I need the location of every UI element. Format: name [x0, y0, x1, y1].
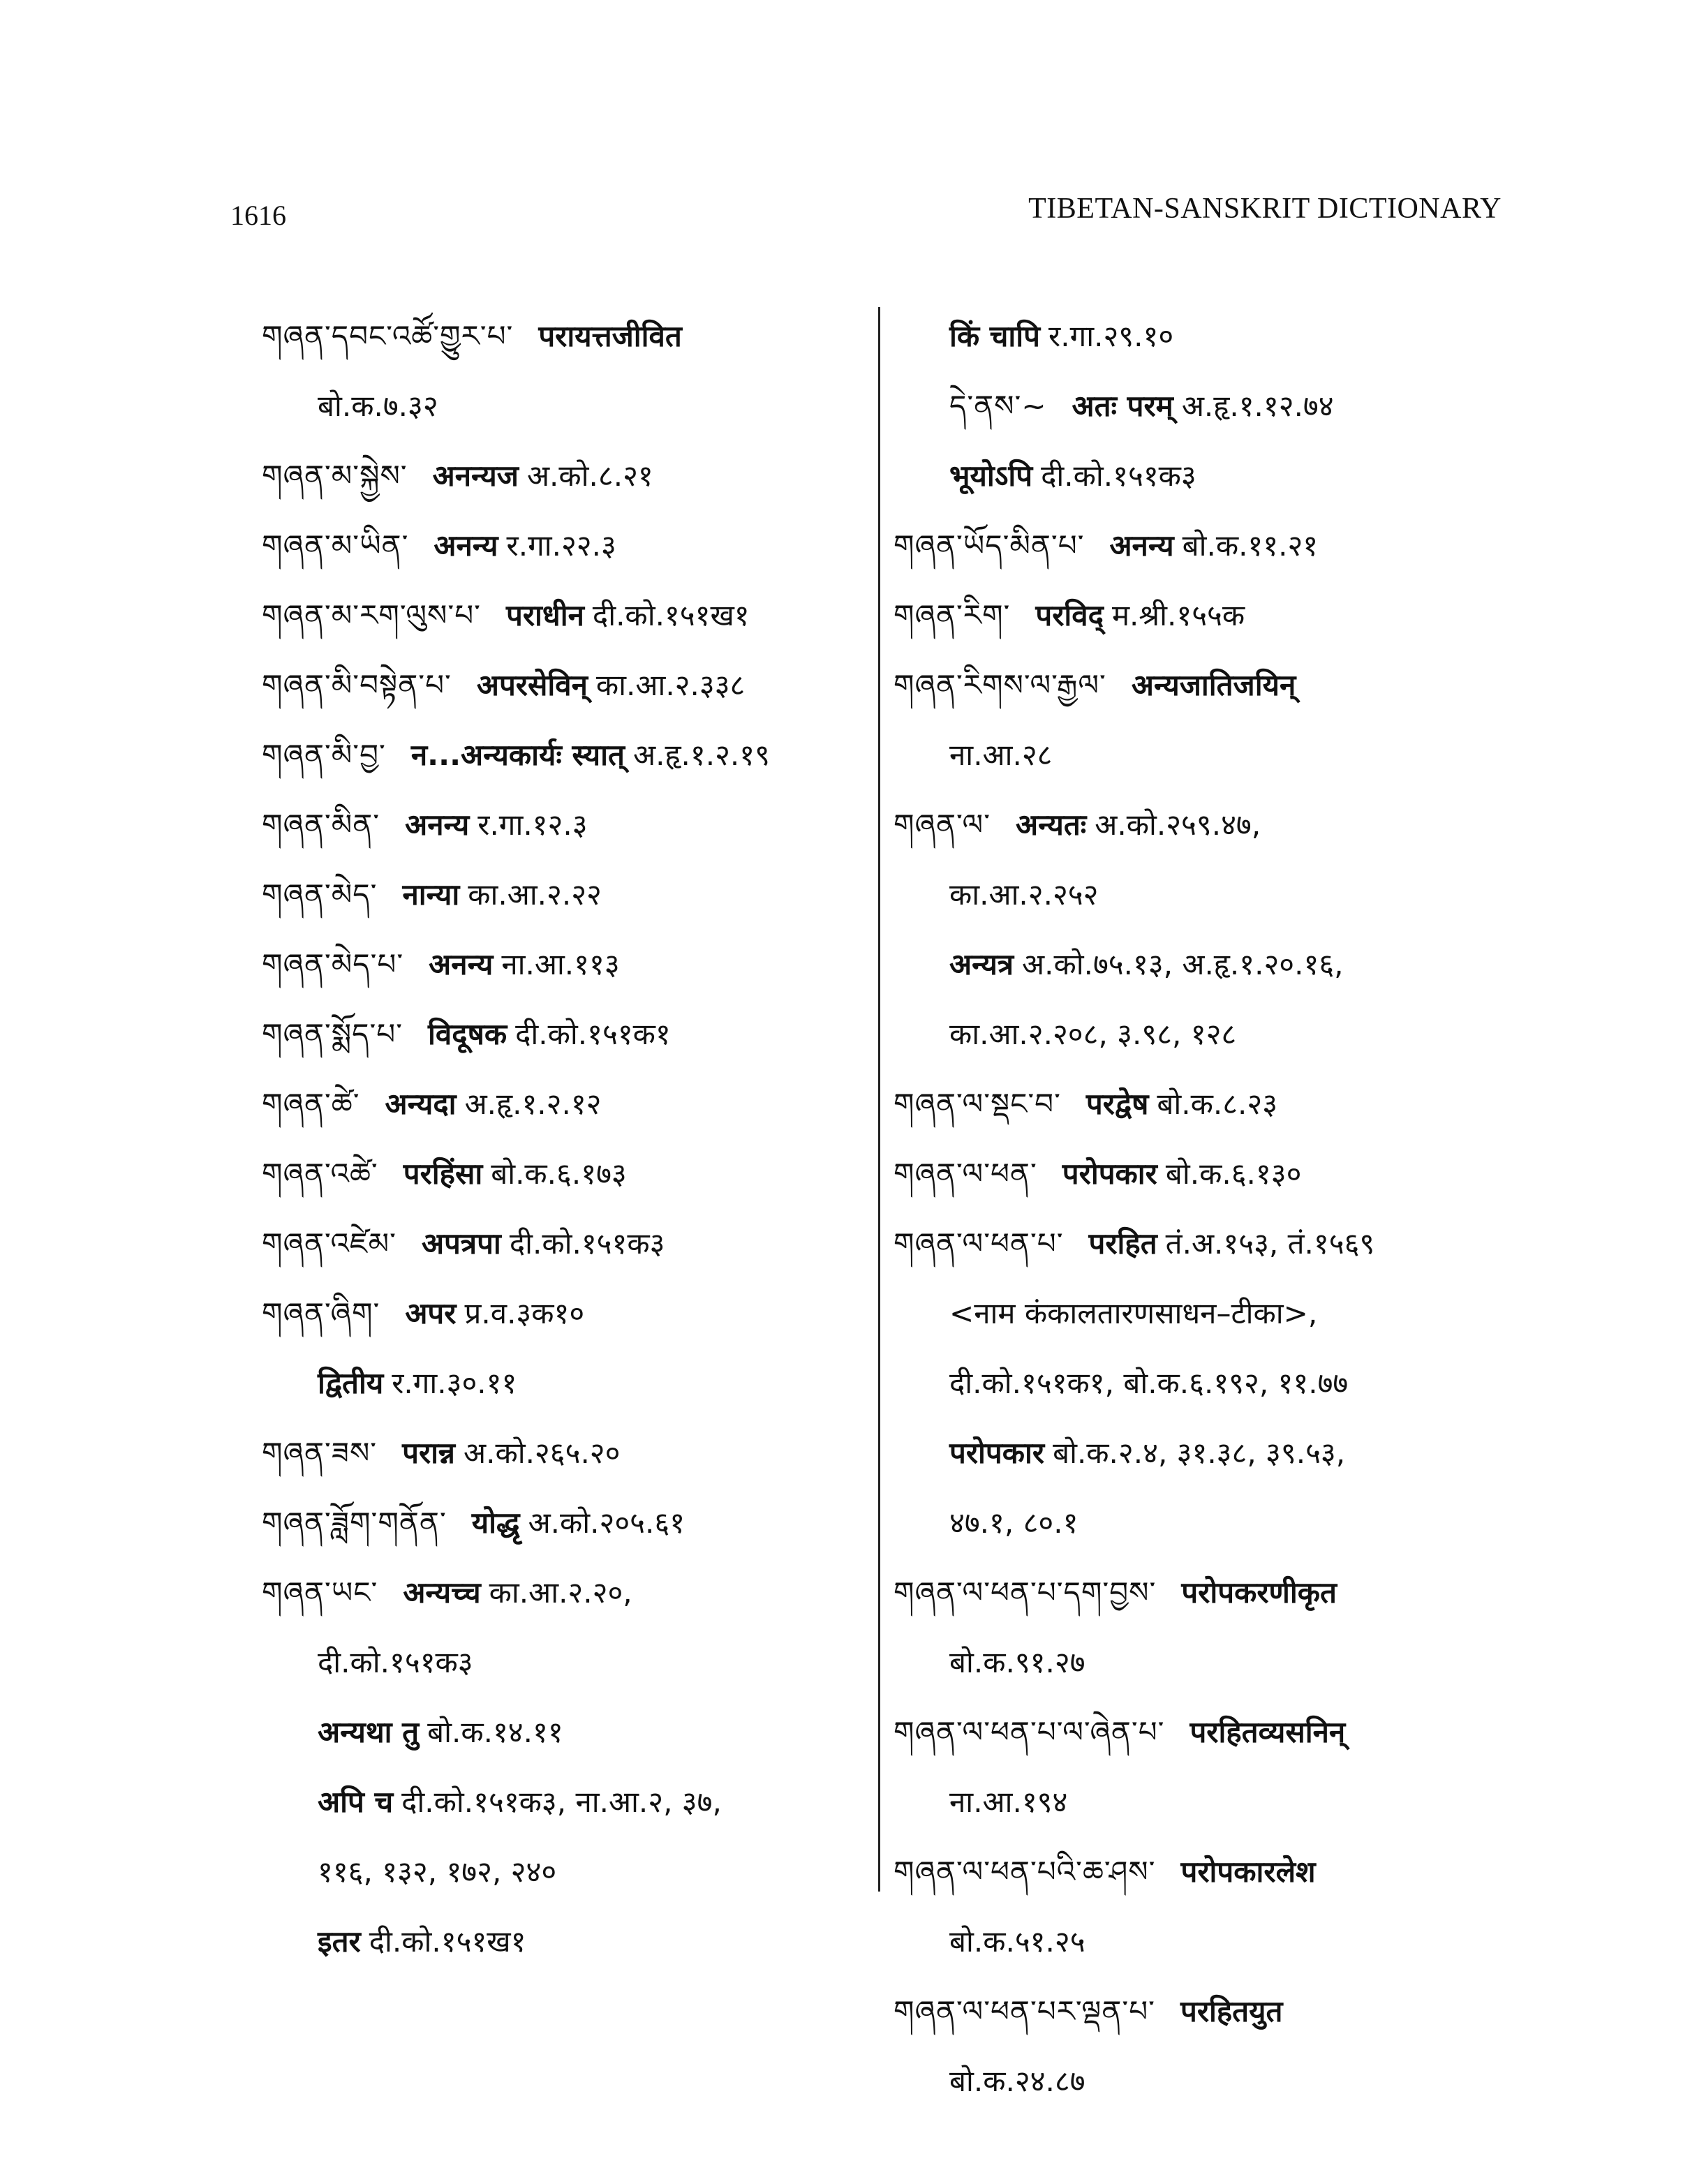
source-reference: तं.अ.१५३, तं.१५६९ [1165, 1226, 1375, 1261]
source-reference: ना.आ.१९४ [949, 1785, 1068, 1819]
tibetan-headword: གཞན་མ་སྐྱེས་ [262, 459, 408, 493]
source-reference: बो.क.१४.११ [427, 1715, 563, 1749]
sanskrit-equivalent: परोपकारलेश [1180, 1855, 1316, 1889]
dictionary-entry [894, 1069, 1522, 1139]
source-reference: ना.आ.२८ [949, 738, 1053, 772]
dictionary-entry [894, 441, 1522, 511]
source-reference: ना.आ.११३ [501, 947, 620, 981]
dictionary-entry [894, 1628, 1522, 1698]
dictionary-entry [262, 1418, 876, 1488]
tibetan-headword: གཞན་འཚེ་ [262, 1157, 378, 1191]
dictionary-entry [262, 790, 876, 860]
dictionary-entry [894, 1488, 1522, 1558]
sanskrit-equivalent: अन्यदा [385, 1087, 457, 1121]
tibetan-headword: གཞན་ཡང་ [262, 1575, 378, 1610]
tibetan-headword: དེ་ནས་~ [949, 389, 1047, 423]
running-header: TIBETAN-SANSKRIT DICTIONARY [1028, 193, 1502, 225]
dictionary-entry [894, 1558, 1522, 1628]
sanskrit-equivalent: अतः परम् [1072, 389, 1173, 423]
source-reference: र.गा.२९.१० [1048, 319, 1174, 353]
dictionary-entry [894, 1767, 1522, 1837]
sanskrit-equivalent: अपरसेविन् [476, 668, 588, 702]
tibetan-headword: གཞན་ཟློག་གནོན་ [262, 1506, 447, 1540]
dictionary-entry [894, 1349, 1522, 1418]
sanskrit-equivalent: परहित [1088, 1226, 1157, 1261]
source-reference: प्र.व.३क१० [464, 1296, 585, 1330]
source-reference: दी.को.१५१क१ [515, 1017, 671, 1051]
tibetan-headword: གཞན་ལ་ཕན་པ་དག་བྱས་ [894, 1575, 1157, 1610]
dictionary-entry [262, 1000, 876, 1069]
dictionary-entry [262, 1628, 876, 1698]
sanskrit-equivalent: परान्न [402, 1436, 455, 1470]
tibetan-headword: གཞན་ཡོད་མིན་པ་ [894, 528, 1085, 563]
sanskrit-equivalent: अनन्य [433, 528, 498, 563]
tibetan-headword: གཞན་མི་བྱ་ [262, 738, 386, 772]
sanskrit-equivalent: अनन्यज [432, 459, 519, 493]
sanskrit-equivalent: अपत्रपा [421, 1226, 501, 1261]
dictionary-entry [894, 581, 1522, 651]
source-reference: र.गा.१२.३ [477, 808, 588, 842]
tibetan-headword: གཞན་ལ་ཕན་པ་ལ་ཞེན་པ་ [894, 1715, 1165, 1749]
sanskrit-equivalent: परहिंसा [403, 1157, 483, 1191]
sanskrit-equivalent: परहितयुत [1180, 1994, 1283, 2028]
tibetan-headword: གཞན་ལ་སྡང་བ་ [894, 1087, 1061, 1121]
sanskrit-equivalent: अन्यत्र [949, 947, 1014, 981]
source-reference: म.श्री.१५५क [1111, 598, 1245, 632]
sanskrit-equivalent: न...अन्यकार्यः स्यात् [410, 738, 625, 772]
tibetan-headword: གཞན་ལ་ཕན་པ་ [894, 1226, 1064, 1261]
sanskrit-equivalent: अन्यच्च [403, 1575, 481, 1610]
sanskrit-equivalent: परहितव्यसनिन् [1189, 1715, 1346, 1749]
sanskrit-equivalent: परोपकार [949, 1436, 1045, 1470]
tibetan-headword: གཞན་མེད་ [262, 877, 378, 912]
tibetan-headword: གཞན་རིགས་ལ་རྒྱལ་ [894, 668, 1106, 702]
dictionary-entry [262, 1558, 876, 1628]
source-reference: अ.हृ.१.२.१२ [464, 1087, 602, 1121]
tibetan-headword: གཞན་ལ་ཕན་པར་ལྡན་པ་ [894, 1994, 1155, 2028]
source-reference: का.आ.२.२२ [468, 877, 602, 912]
dictionary-entry [894, 1418, 1522, 1488]
source-reference: अ.को.७५.१३, अ.हृ.१.२०.१६, [1022, 947, 1344, 981]
sanskrit-equivalent: इतर [318, 1924, 361, 1959]
sanskrit-equivalent: अपर [405, 1296, 457, 1330]
dictionary-entry [262, 1767, 876, 1837]
dictionary-entry [894, 511, 1522, 581]
tibetan-headword: གཞན་མིན་ [262, 808, 380, 842]
dictionary-entry [894, 1209, 1522, 1279]
tibetan-headword: གཞན་ལ་ཕན་པའི་ཆ་ཤས་ [894, 1855, 1156, 1889]
dictionary-entry [262, 720, 876, 790]
source-reference: दी.को.१५१ख१ [592, 598, 750, 632]
source-reference: बो.क.८.२३ [1157, 1087, 1278, 1121]
column-divider [878, 307, 880, 1892]
sanskrit-equivalent: अन्यथा तु [318, 1715, 420, 1749]
tibetan-headword: གཞན་མ་ཡིན་ [262, 528, 409, 563]
dictionary-entry [262, 1209, 876, 1279]
source-reference: अ.को.२५९.४७, [1095, 808, 1261, 842]
sanskrit-equivalent: विदूषक [428, 1017, 507, 1051]
source-reference: ११६, १३२, १७२, २४० [318, 1855, 557, 1889]
dictionary-entry [262, 1488, 876, 1558]
dictionary-entry [894, 651, 1522, 720]
source-reference: का.आ.२.२०८, ३.९८, १२८ [949, 1017, 1237, 1051]
source-reference: र.गा.२२.३ [506, 528, 616, 563]
dictionary-entry [894, 720, 1522, 790]
dictionary-entry [894, 1000, 1522, 1069]
dictionary-entry [262, 1837, 876, 1907]
sanskrit-equivalent: पराधीन [505, 598, 584, 632]
source-reference: का.आ.२.३३८ [595, 668, 746, 702]
tibetan-headword: གཞན་མེད་པ་ [262, 947, 404, 981]
source-reference: अ.को.८.२१ [526, 459, 653, 493]
dictionary-entry [262, 1139, 876, 1209]
dictionary-entry [894, 1698, 1522, 1767]
dictionary-entry [894, 1279, 1522, 1349]
tibetan-headword: གཞན་རིག་ [894, 598, 1011, 632]
source-reference: का.आ.२.२०, [489, 1575, 632, 1610]
source-reference: अ.को.२०५.६१ [528, 1506, 685, 1540]
tibetan-headword: གཞན་ལ་ [894, 808, 991, 842]
tibetan-headword: གཞན་མ་རག་ལུས་པ་ [262, 598, 481, 632]
source-reference: बो.क.६.१७३ [491, 1157, 627, 1191]
dictionary-entry [262, 1349, 876, 1418]
source-reference: बो.क.५१.२५ [949, 1924, 1085, 1959]
dictionary-entry [894, 2046, 1522, 2116]
source-reference: बो.क.६.१३० [1165, 1157, 1302, 1191]
sanskrit-equivalent: परविद् [1035, 598, 1104, 632]
dictionary-entry [894, 1977, 1522, 2046]
sanskrit-equivalent: भूयोऽपि [949, 459, 1033, 493]
dictionary-entry [894, 1837, 1522, 1907]
dictionary-entry [894, 930, 1522, 1000]
dictionary-entry [262, 441, 876, 511]
dictionary-entry [262, 1069, 876, 1139]
source-reference: दी.को.१५१क३ [509, 1226, 665, 1261]
source-reference: दी.को.१५१क३, ना.आ.२, ३७, [401, 1785, 722, 1819]
source-reference: दी.को.१५१क३ [1041, 459, 1196, 493]
sanskrit-equivalent: अनन्य [1109, 528, 1174, 563]
tibetan-headword: གཞན་ཟས་ [262, 1436, 378, 1470]
sanskrit-equivalent: अनन्य [405, 808, 470, 842]
dictionary-entry [894, 1139, 1522, 1209]
source-reference: ४७.१, ८०.१ [949, 1506, 1079, 1540]
sanskrit-equivalent: परायत्तजीवित [538, 319, 682, 353]
sanskrit-equivalent: अपि च [318, 1785, 394, 1819]
dictionary-entry [894, 302, 1522, 371]
tibetan-headword: གཞན་སྨོད་པ་ [262, 1017, 403, 1051]
tibetan-headword: གཞན་ཚེ་ [262, 1087, 360, 1121]
sanskrit-equivalent: द्वितीय [318, 1366, 384, 1400]
sanskrit-equivalent: किं चापि [949, 319, 1041, 353]
dictionary-entry [894, 860, 1522, 930]
source-reference: अ.हृ.१.२.१९ [633, 738, 770, 772]
sanskrit-equivalent: परद्वेष [1085, 1087, 1149, 1121]
sanskrit-equivalent: परोपकार [1062, 1157, 1157, 1191]
dictionary-entry [262, 1907, 876, 1977]
dictionary-entry [262, 860, 876, 930]
sanskrit-equivalent: परोपकरणीकृत [1181, 1575, 1337, 1610]
source-reference: का.आ.२.२५२ [949, 877, 1099, 912]
dictionary-entry [262, 651, 876, 720]
tibetan-headword: གཞན་འཛེམ་ [262, 1226, 396, 1261]
source-reference: बो.क.९१.२७ [949, 1645, 1085, 1679]
dictionary-entry [262, 930, 876, 1000]
source-reference: बो.क.२४.८७ [949, 2064, 1085, 2098]
source-reference: बो.क.२.४, ३१.३८, ३९.५३, [1053, 1436, 1346, 1470]
sanskrit-equivalent: योद्धृ [471, 1506, 520, 1540]
dictionary-entry [894, 790, 1522, 860]
left-column [262, 302, 876, 1977]
tibetan-headword: གཞན་མི་བསྟེན་པ་ [262, 668, 452, 702]
source-reference: दी.को.१५१क३ [318, 1645, 473, 1679]
source-reference: र.गा.३०.११ [392, 1366, 517, 1400]
sanskrit-equivalent: अन्यजातिजयिन् [1131, 668, 1296, 702]
dictionary-entry [262, 302, 876, 371]
source-reference: दी.को.१५१क१, बो.क.६.१९२, ११.७७ [949, 1366, 1349, 1400]
sanskrit-equivalent: अनन्य [429, 947, 494, 981]
dictionary-entry [894, 371, 1522, 441]
tibetan-headword: གཞན་དབང་འཚོ་གྱུར་པ་ [262, 319, 514, 353]
dictionary-entry [894, 1907, 1522, 1977]
source-reference: बो.क.७.३२ [318, 389, 438, 423]
dictionary-entry [262, 1698, 876, 1767]
dictionary-entry [262, 511, 876, 581]
tibetan-headword: གཞན་ཞིག་ [262, 1296, 380, 1330]
dictionary-entry [262, 371, 876, 441]
source-reference: अ.हृ.१.१२.७४ [1181, 389, 1334, 423]
source-reference: अ.को.२६५.२० [464, 1436, 621, 1470]
dictionary-entry [262, 581, 876, 651]
source-reference: बो.क.११.२१ [1182, 528, 1319, 563]
page-number: 1616 [230, 200, 286, 231]
sanskrit-equivalent: अन्यतः [1016, 808, 1087, 842]
source-reference: <नाम कंकालतारणसाधन–टीका>, [949, 1296, 1318, 1330]
right-column [894, 302, 1522, 2116]
dictionary-entry [262, 1279, 876, 1349]
tibetan-headword: གཞན་ལ་ཕན་ [894, 1157, 1037, 1191]
source-reference: दी.को.१५१ख१ [369, 1924, 526, 1959]
sanskrit-equivalent: नान्या [402, 877, 460, 912]
